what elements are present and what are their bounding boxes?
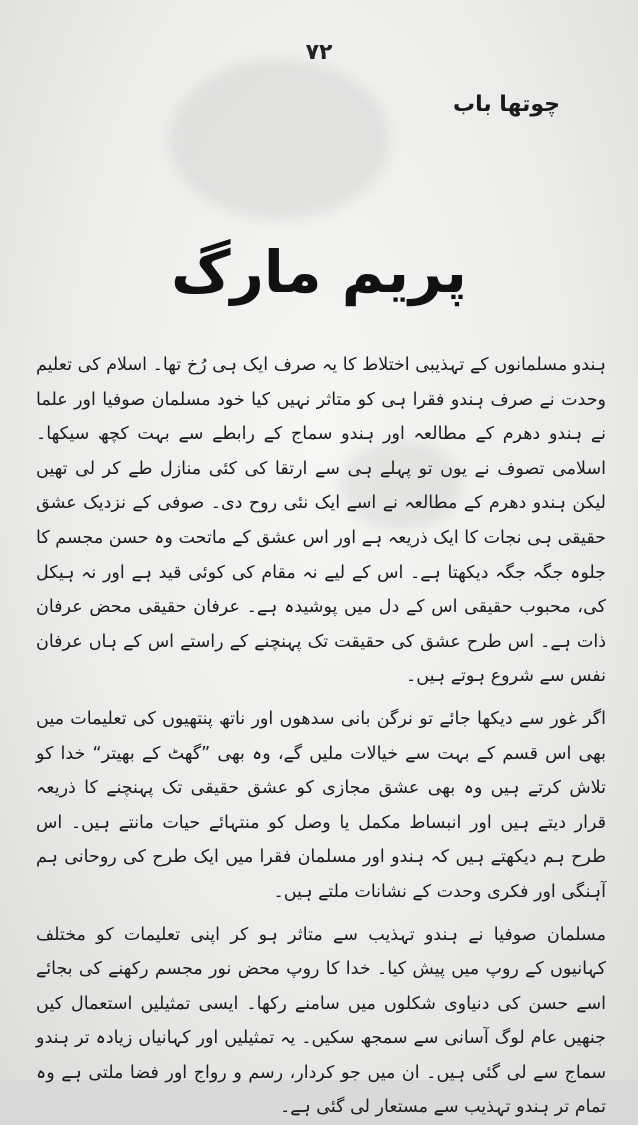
paragraph: ہندو مسلمانوں کے تہذیبی اختلاط کا یہ صرف ایک ہی رُخ تھا۔ اسلام کی تعلیم وحدت نے صرف ہندو فقرا ہی کو متاثر نہیں کیا خود مسلمان صوفیا اور علما نے ہندو دھرم کے مطالعہ اور ہندو سماج کے رابطے سے بہت کچھ سیکھا۔ اسلامی تصوف نے یوں تو پہلے ہی سے ارتقا کی کئی منازل طے کر لی تھیں لیکن ہندو دھرم کے مطالعہ نے اسے ایک نئی روح دی۔ صوفی کے نزدیک عشق حقیقی ہی نجات کا ایک ذریعہ ہے اور اس عشق کے ماتحت وہ حسن مجسم کا جلوہ جگہ جگہ دیکھتا ہے۔ اس کے لیے نہ مقام کی کوئی قید ہے اور نہ ہیکل کی، محبوب حقیقی اس کے دل میں پوشیدہ ہے۔ عرفان حقیقی محض عرفان ذات ہے۔ اس طرح عشق کی حقیقت تک پہنچنے کے راستے اس کے ہاں عرفان نفس سے شروع ہوتے ہیں۔ — [36, 348, 606, 694]
chapter-label: چوتھا باب — [453, 92, 560, 117]
paragraph: مسلمان صوفیا نے ہندو تہذیب سے متاثر ہو کر اپنی تعلیمات کو مختلف کہانیوں کے روپ میں پیش کیا۔ خدا کا روپ محض نور مجسم رکھنے کی بجائے اسے حسن کی دنیاوی شکلوں میں سامنے رکھا۔ ایسی تمثیلیں استعمال کیں جنھیں عام لوگ آسانی سے سمجھ سکیں۔ یہ تمثیلیں اور کہانیاں زیادہ تر ہندو سماج سے لی گئی ہیں۔ ان میں جو کردار، رسم و رواج اور فضا ملتی ہے وہ تمام تر ہندو تہذیب سے مستعار لی گئی ہے۔ — [36, 918, 606, 1125]
chapter-title: پریم مارگ — [0, 238, 638, 306]
page-number: ۷۲ — [0, 40, 638, 65]
paper-stain — [170, 60, 390, 220]
body-text — [36, 348, 606, 1125]
paragraph: اگر غور سے دیکھا جائے تو نرگن بانی سدھوں اور ناتھ پنتھیوں کی تعلیمات میں بھی اس قسم کے بہت سے خیالات ملیں گے، وہ بھی ”گھٹ کے بھیتر“ خدا کو تلاش کرتے ہیں وہ بھی عشق مجازی کو عشق حقیقی تک پہنچنے کا ذریعہ قرار دیتے ہیں اور انبساط مکمل یا وصل کو منتہائے حیات مانتے ہیں۔ اس طرح ہم دیکھتے ہیں کہ ہندو اور مسلمان فقرا میں ایک طرح کی روحانی ہم آہنگی اور فکری وحدت کے نشانات ملتے ہیں۔ — [36, 702, 606, 910]
